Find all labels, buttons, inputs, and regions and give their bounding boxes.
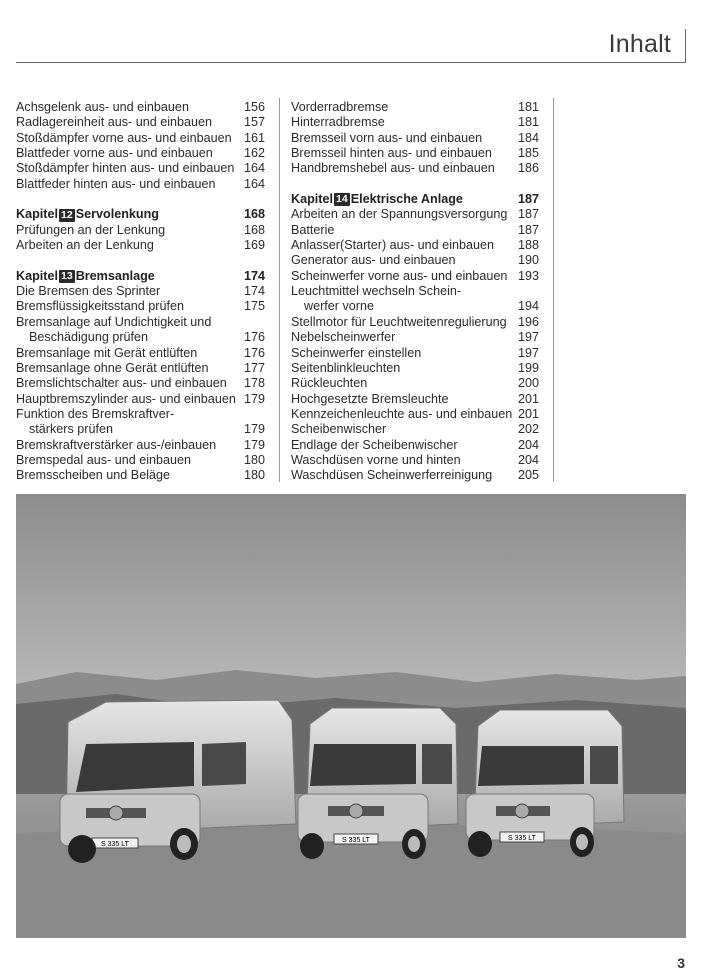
license-plate: S 335 LT	[101, 841, 129, 848]
toc-entry-title: werfer vorne	[304, 299, 374, 314]
toc-column-left	[16, 100, 265, 484]
toc-entry	[291, 284, 539, 299]
column-separator	[553, 98, 554, 482]
page-number: 3	[677, 955, 685, 971]
toc-entry	[16, 299, 265, 314]
toc-chapter-heading	[291, 192, 539, 207]
toc-page-number: 199	[517, 360, 539, 375]
toc-page-number: 178	[243, 376, 265, 391]
toc-entry	[16, 315, 265, 330]
toc-entry-title: stärkers prüfen	[29, 422, 113, 437]
toc-page-number: 174	[243, 268, 265, 283]
toc-entry-title: Rückleuchten	[291, 376, 368, 391]
toc-page-number: 176	[243, 330, 265, 345]
toc-chapter-heading	[16, 269, 265, 284]
toc-entry	[291, 346, 539, 361]
toc-entry-title: Kennzeichenleuchte aus- und einbauen	[291, 406, 513, 421]
toc-page-number: 205	[517, 468, 539, 483]
toc-page-number: 204	[517, 452, 539, 467]
toc-page-number: 181	[517, 100, 539, 114]
toc-entry-title: Handbremshebel aus- und einbauen	[291, 161, 495, 176]
toc-entry-title: Bremskraftverstärker aus-/einbauen	[16, 437, 217, 452]
toc-page-number: 200	[517, 376, 539, 391]
toc-page-number: 188	[517, 238, 539, 253]
toc-entry-title: Waschdüsen Scheinwerferreinigung	[291, 468, 493, 483]
toc-entry	[291, 438, 539, 453]
toc-entry	[291, 269, 539, 284]
license-plate: S 335 LT	[508, 835, 536, 842]
toc-entry-title: Scheinwerfer einstellen	[291, 345, 422, 360]
toc-entry-title: Hochgesetzte Bremsleuchte	[291, 391, 449, 406]
toc-entry	[291, 115, 539, 130]
toc-entry	[291, 161, 539, 176]
toc-entry-title: Seitenblinkleuchten	[291, 360, 401, 375]
toc-entry-title: Generator aus- und einbauen	[291, 253, 456, 268]
toc-entry	[16, 376, 265, 391]
toc-entry	[291, 223, 539, 238]
toc-entry-title: Bremsanlage auf Undichtigkeit und	[16, 314, 212, 329]
toc-entry	[16, 330, 265, 345]
toc-entry	[16, 392, 265, 407]
toc-entry-title: Hauptbremszylinder aus- und einbauen	[16, 391, 236, 406]
chapter-label: Kapitel	[291, 192, 333, 207]
toc-page-number: 161	[243, 130, 265, 145]
toc-entry-title: Bremsanlage ohne Gerät entlüften	[16, 360, 209, 375]
toc-entry-title: Blattfeder hinten aus- und einbauen	[16, 176, 216, 191]
toc-page-number: 204	[517, 437, 539, 452]
toc-entry	[16, 422, 265, 437]
toc-entry-title: Blattfeder vorne aus- und einbauen	[16, 146, 213, 161]
chapter-label: Kapitel	[16, 207, 58, 222]
chapter-spacer	[16, 192, 265, 207]
toc-entry-title: Funktion des Bremskraftver-	[16, 406, 175, 421]
toc-entry-title: Radlagereinheit aus- und einbauen	[16, 115, 213, 130]
toc-entry-title: Bremsscheiben und Beläge	[16, 468, 171, 483]
toc-entry	[291, 392, 539, 407]
toc-page-number: 180	[243, 452, 265, 467]
header-rule	[16, 62, 686, 63]
toc-entry	[16, 177, 265, 192]
toc-page-number: 164	[243, 161, 265, 176]
toc-page-number: 187	[517, 207, 539, 222]
toc-column-right	[291, 100, 539, 484]
toc-entry	[16, 346, 265, 361]
chapter-number-badge: 13	[61, 269, 73, 282]
toc-page-number: 187	[517, 222, 539, 237]
toc-page-number: 162	[243, 146, 265, 161]
toc-page-number: 181	[517, 115, 539, 130]
toc-entry	[16, 407, 265, 422]
toc-page-number: 197	[517, 330, 539, 345]
page-title: Inhalt	[608, 30, 671, 58]
header-vertical-rule	[685, 29, 686, 63]
toc-entry-title: Bremsanlage mit Gerät entlüften	[16, 345, 198, 360]
license-plate: S 335 LT	[342, 837, 370, 844]
toc-entry	[291, 146, 539, 161]
toc-entry	[291, 131, 539, 146]
toc-page-number: 202	[517, 422, 539, 437]
toc-entry-title: Scheibenwischer	[291, 422, 387, 437]
toc-entry-title: Anlasser(Starter) aus- und einbauen	[291, 238, 495, 253]
toc-chapter-heading	[16, 207, 265, 222]
toc-entry	[16, 238, 265, 253]
toc-entry-title	[16, 207, 159, 222]
toc-entry-title: Batterie	[291, 222, 335, 237]
toc-entry-title: Achsgelenk aus- und einbauen	[16, 100, 189, 114]
toc-entry	[16, 438, 265, 453]
toc-page-number: 193	[517, 268, 539, 283]
toc-entry-title: Stoßdämpfer hinten aus- und einbauen	[16, 161, 235, 176]
toc-page-number: 179	[243, 422, 265, 437]
toc-entry	[291, 453, 539, 468]
vans-photo	[16, 494, 686, 938]
toc-page-number: 187	[517, 192, 539, 207]
toc-page-number: 176	[243, 345, 265, 360]
toc-entry	[16, 223, 265, 238]
toc-entry	[291, 376, 539, 391]
toc-entry	[291, 253, 539, 268]
toc-entry-title: Leuchtmittel wechseln Schein-	[291, 284, 462, 299]
toc-entry	[16, 115, 265, 130]
toc-page-number: 175	[243, 299, 265, 314]
toc-entry-title: Bremspedal aus- und einbauen	[16, 452, 192, 467]
chapter-number-badge: 14	[336, 193, 348, 206]
toc-entry	[16, 161, 265, 176]
toc-page-number: 168	[243, 222, 265, 237]
toc-entry	[16, 468, 265, 483]
toc-entry	[16, 146, 265, 161]
toc-entry-title: Beschädigung prüfen	[29, 330, 149, 345]
toc-entry	[16, 361, 265, 376]
chapter-spacer	[16, 253, 265, 268]
toc-entry-title: Scheinwerfer vorne aus- und einbauen	[291, 268, 508, 283]
chapter-title: Servolenkung	[75, 207, 159, 222]
toc-page-number: 196	[517, 314, 539, 329]
column-separator	[279, 98, 280, 482]
toc-entry-title: Stoßdämpfer vorne aus- und einbauen	[16, 130, 232, 145]
toc-page-number: 190	[517, 253, 539, 268]
toc-entry	[291, 238, 539, 253]
toc-page-number: 174	[243, 284, 265, 299]
toc-entry	[291, 361, 539, 376]
toc-entry-title: Bremsseil hinten aus- und einbauen	[291, 146, 492, 161]
chapter-number-badge: 12	[61, 208, 73, 221]
chapter-spacer	[291, 177, 539, 192]
toc-page-number: 164	[243, 176, 265, 191]
toc-entry-title: Nebelscheinwerfer	[291, 330, 396, 345]
toc-entry	[291, 407, 539, 422]
toc-entry	[291, 100, 539, 115]
toc-entry-title: Stellmotor für Leuchtweitenregulierung	[291, 314, 507, 329]
toc-page-number: 186	[517, 161, 539, 176]
toc-page-number: 184	[517, 130, 539, 145]
toc-entry	[291, 299, 539, 314]
toc-page-number: 197	[517, 345, 539, 360]
toc-entry-title: Hinterradbremse	[291, 115, 385, 130]
toc-entry-title: Bremsflüssigkeitsstand prüfen	[16, 299, 184, 314]
toc-entry-title: Die Bremsen des Sprinter	[16, 284, 161, 299]
toc-entry	[291, 207, 539, 222]
toc-entry	[291, 315, 539, 330]
toc-entry	[291, 330, 539, 345]
toc-entry	[16, 284, 265, 299]
toc-page-number: 180	[243, 468, 265, 483]
toc-entry-title	[291, 192, 463, 207]
toc-entry-title	[16, 269, 155, 284]
toc-entry	[16, 131, 265, 146]
toc-entry	[16, 100, 265, 115]
toc-page-number: 157	[243, 115, 265, 130]
toc-page-number: 179	[243, 391, 265, 406]
chapter-title: Elektrische Anlage	[350, 192, 463, 207]
toc-page-number: 179	[243, 437, 265, 452]
toc-entry	[291, 422, 539, 437]
toc-entry	[291, 468, 539, 483]
chapter-label: Kapitel	[16, 268, 58, 283]
toc-page-number: 201	[517, 391, 539, 406]
toc-entry-title: Bremsseil vorn aus- und einbauen	[291, 130, 483, 145]
toc-entry-title: Arbeiten an der Spannungsversorgung	[291, 207, 508, 222]
toc-entry-title: Bremslichtschalter aus- und einbauen	[16, 376, 227, 391]
toc-entry	[16, 453, 265, 468]
toc-entry-title: Prüfungen an der Lenkung	[16, 222, 166, 237]
toc-page-number: 169	[243, 238, 265, 253]
toc-page-number: 194	[517, 299, 539, 314]
toc-page-number: 185	[517, 146, 539, 161]
chapter-title: Bremsanlage	[75, 268, 155, 283]
toc-entry-title: Waschdüsen vorne und hinten	[291, 452, 461, 467]
toc-page-number: 177	[243, 360, 265, 375]
toc-page-number: 168	[243, 207, 265, 222]
toc-page-number: 156	[243, 100, 265, 114]
toc-entry-title: Arbeiten an der Lenkung	[16, 238, 154, 253]
toc-entry-title: Endlage der Scheibenwischer	[291, 437, 458, 452]
toc-page-number: 201	[517, 406, 539, 421]
toc-entry-title: Vorderradbremse	[291, 100, 389, 114]
